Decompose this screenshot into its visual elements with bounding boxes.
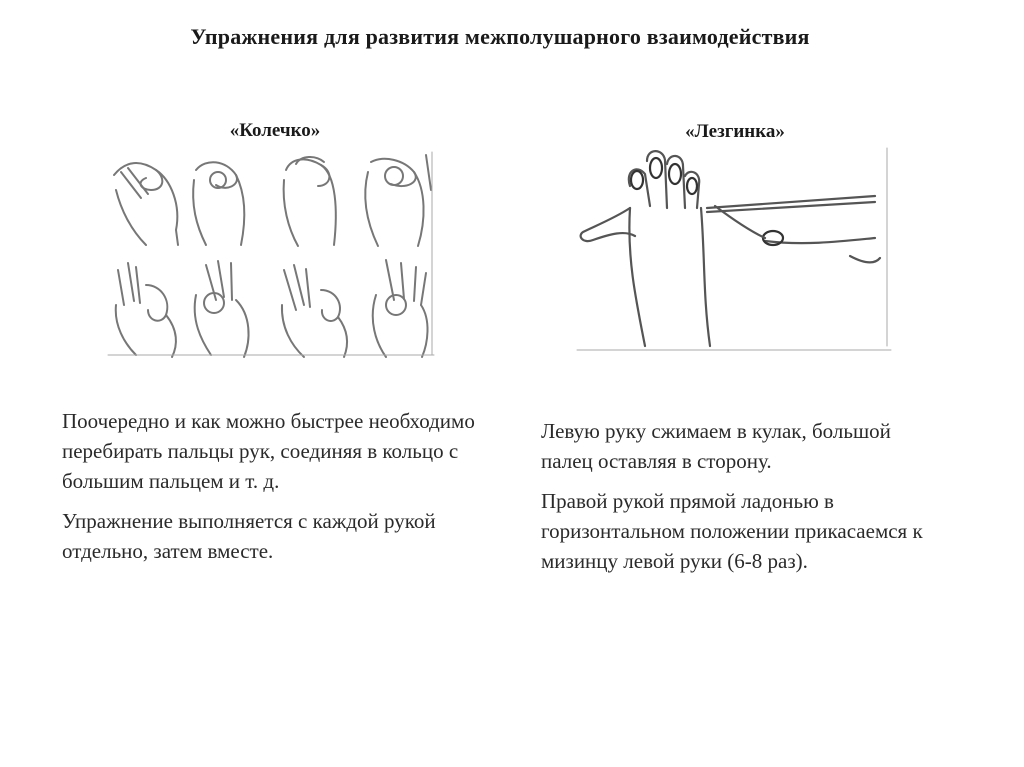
caption-kolechko: «Колечко»: [229, 120, 321, 141]
kolechko-paragraph-1: Поочередно и как можно быстрее необходимо перебирать пальцы рук, соединяя в кольцо с большим пальцем и т. д.: [62, 409, 475, 493]
lezginka-description: [541, 416, 941, 586]
hand-pair-2: [284, 155, 431, 246]
kolechko-description: [62, 406, 512, 576]
hand-pair-1: [114, 162, 244, 245]
hands-ring-fingers-illustration: [106, 150, 436, 360]
lezginka-paragraph-1: Левую руку сжимаем в кулак, большой палец оставляя в сторону.: [541, 419, 891, 473]
kolechko-paragraph-2: Упражнение выполняется с каждой рукой отдельно, затем вместе.: [62, 509, 436, 563]
hand-pair-3: [116, 261, 249, 357]
hand-pair-4: [282, 260, 428, 357]
fist-and-palm-illustration: [575, 146, 895, 354]
caption-lezginka: «Лезгинка»: [685, 121, 785, 142]
lezginka-paragraph-2: Правой рукой прямой ладонью в горизонтальном положении прикасаемся к мизинцу левой руки (6-8 раз).: [541, 489, 923, 573]
page-title: Упражнения для развития межполушарного взаимодействия: [190, 24, 810, 49]
